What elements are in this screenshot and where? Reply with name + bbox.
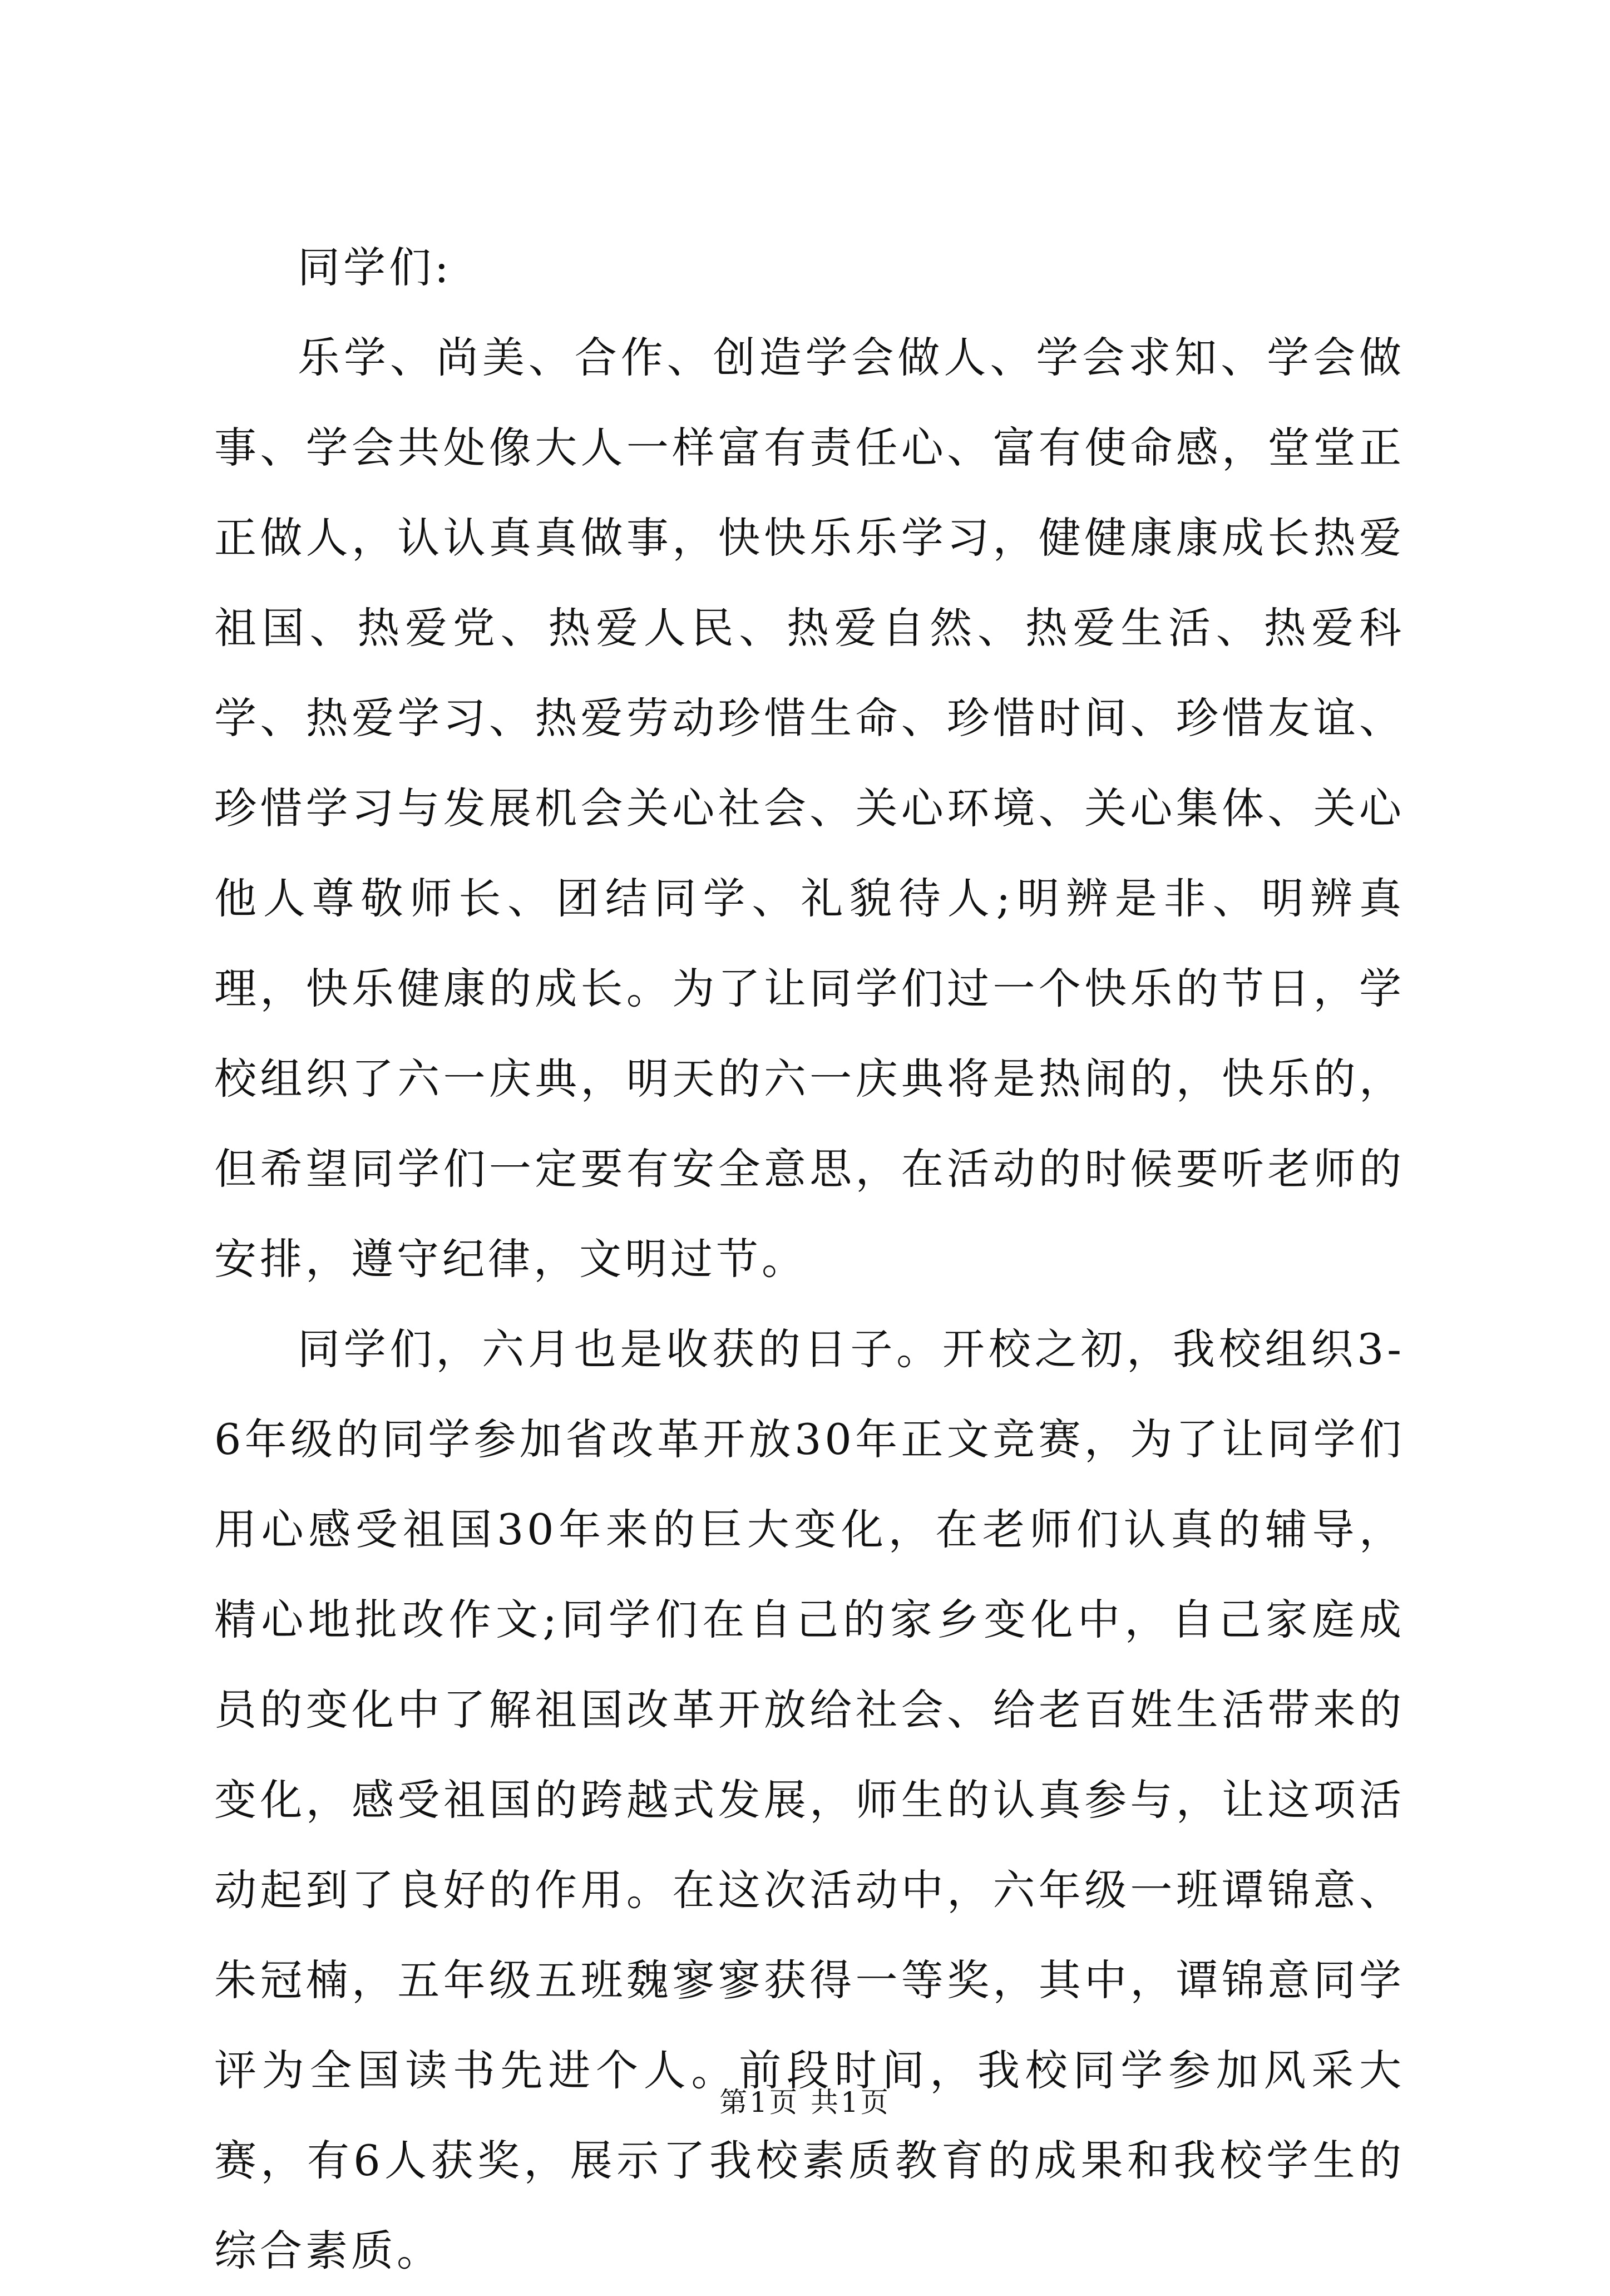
page-footer: 第1页 共1页 — [719, 2086, 891, 2118]
paragraph: 乐学、尚美、合作、创造学会做人、学会求知、学会做事、学会共处像大人一样富有责任心、富有使命感，堂堂正正做人，认认真真做事，快快乐乐学习，健健康康成长热爱祖国、热爱党、热爱人民、热爱自然、热爱生活、热爱科学、热爱学习、热爱劳动珍惜生命、珍惜时间、珍惜友谊、珍惜学习与发展机会关心社会、关心环境、关心集体、关心他人尊敬师长、团结同学、礼貌待人;明辨是非、明辨真理，快乐健康的成长。为了让同学们过一个快乐的节日，学校组织了六一庆典，明天的六一庆典将是热闹的，快乐的，但希望同学们一定要有安全意思，在活动的时候要听老师的安排，遵守纪律，文明过节。 — [214, 333, 1405, 1284]
salutation: 同学们: — [298, 243, 452, 292]
document-body — [214, 223, 1405, 2296]
paragraph: 同学们，六月也是收获的日子。开校之初，我校组织3-6年级的同学参加省改革开放30年正文竞赛，为了让同学们用心感受祖国30年来的巨大变化，在老师们认真的辅导，精心地批改作文;同学们在自己的家乡变化中，自己家庭成员的变化中了解祖国改革开放给社会、给老百姓生活带来的变化，感受祖国的跨越式发展，师生的认真参与，让这项活动起到了良好的作用。在这次活动中，六年级一班谭锦意、朱冠楠，五年级五班魏寥寥获得一等奖，其中，谭锦意同学评为全国读书先进个人。前段时间，我校同学参加风采大赛，有6人获奖，展示了我校素质教育的成果和我校学生的综合素质。 — [214, 1324, 1405, 2275]
